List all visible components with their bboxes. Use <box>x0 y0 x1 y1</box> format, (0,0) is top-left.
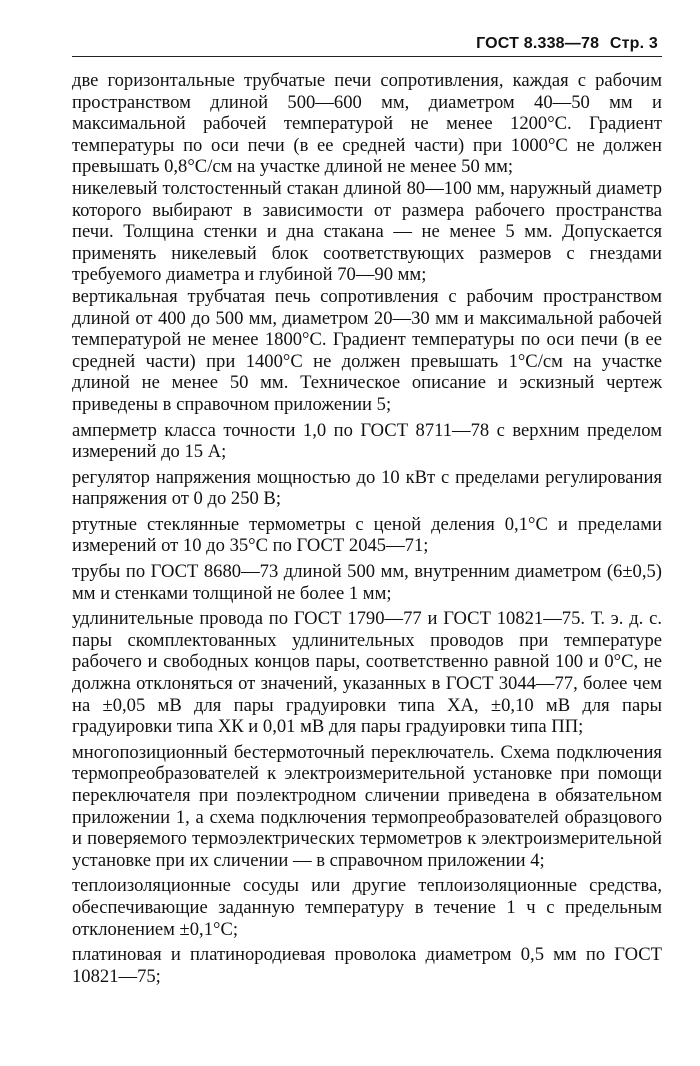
paragraph-switch: многопозиционный бестермоточный переключатель. Схема подключения термопреобразователей к электроизмерительной установке при помощи переключателя при поэлектродном сличении приведена в обязательном приложении 1, а схема подключения термопреобразователей образцового и поверяемого термоэлектрических термометров к электроизмерительной установке при их сличении — в справочном приложении 4; <box>72 741 662 871</box>
paragraph-platinum-wire: платиновая и платинородиевая проволока диаметром 0,5 мм по ГОСТ 10821—75; <box>72 944 662 987</box>
paragraph-vertical-furnace: вертикальная трубчатая печь сопротивления с рабочим пространством длиной от 400 до 500 мм, диаметром 20—30 мм и максимальной рабочей температурой не менее 1800°С. Градиент температуры по оси печи (в ее средней части) при 1400°С не должен превышать 1°С/см на участке длиной не менее 50 мм. Техническое описание и эскизный чертеж приведены в справочном приложении 5; <box>72 285 662 415</box>
document-id: ГОСТ 8.338—78 <box>476 35 600 52</box>
paragraph-extension-wires: удлинительные провода по ГОСТ 1790—77 и ГОСТ 10821—75. Т. э. д. с. пары скомплектованных удлинительных проводов при температуре рабочего и свободных концов пары, соответственно равной 100 и 0°С, не должна отклоняться от значений, указанных в ГОСТ 3044—77, более чем на ±0,05 мВ для пары градуировки типа ХА, ±0,10 мВ для пары градуировки типа ХК и 0,01 мВ для пары градуировки типа ПП; <box>72 608 662 738</box>
paragraph-tubes: трубы по ГОСТ 8680—73 длиной 500 мм, внутренним диаметром (6±0,5) мм и стенками толщиной не более 1 мм; <box>72 561 662 604</box>
paragraph-ammeter: амперметр класса точности 1,0 по ГОСТ 8711—78 с верхним пределом измерений до 15 А; <box>72 419 662 463</box>
paragraph-horizontal-furnaces: две горизонтальные трубчатые печи сопротивления, каждая с рабочим пространством длиной 500—600 мм, диаметром 40—50 мм и максимальной рабочей температурой не менее 1200°С. Градиент температуры по оси печи (в ее средней части) при 1000°С не должен превышать 0,8°С/см на участке длиной не менее 50 мм; <box>72 70 662 178</box>
paragraph-voltage-regulator: регулятор напряжения мощностью до 10 кВт с пределами регулирования напряжения от 0 до 250 В; <box>72 466 662 510</box>
page-number: Стр. 3 <box>609 35 658 52</box>
document-body <box>72 70 662 987</box>
running-header <box>72 34 662 57</box>
paragraph-insulation-vessels: теплоизоляционные сосуды или другие теплоизоляционные средства, обеспечивающие заданную температуру в течение 1 ч с предельным отклонением ±0,1°С; <box>72 875 662 940</box>
paragraph-nickel-cup: никелевый толстостенный стакан длиной 80—100 мм, наружный диаметр которого выбирают в зависимости от размера рабочего пространства печи. Толщина стенки и дна стакана — не менее 5 мм. Допускается применять никелевый блок соответствующих размеров с гнездами требуемого диаметра и глубиной 70—90 мм; <box>72 177 662 286</box>
paragraph-mercury-thermometers: ртутные стеклянные термометры с ценой деления 0,1°С и пределами измерений от 10 до 35°С по ГОСТ 2045—71; <box>72 513 662 557</box>
